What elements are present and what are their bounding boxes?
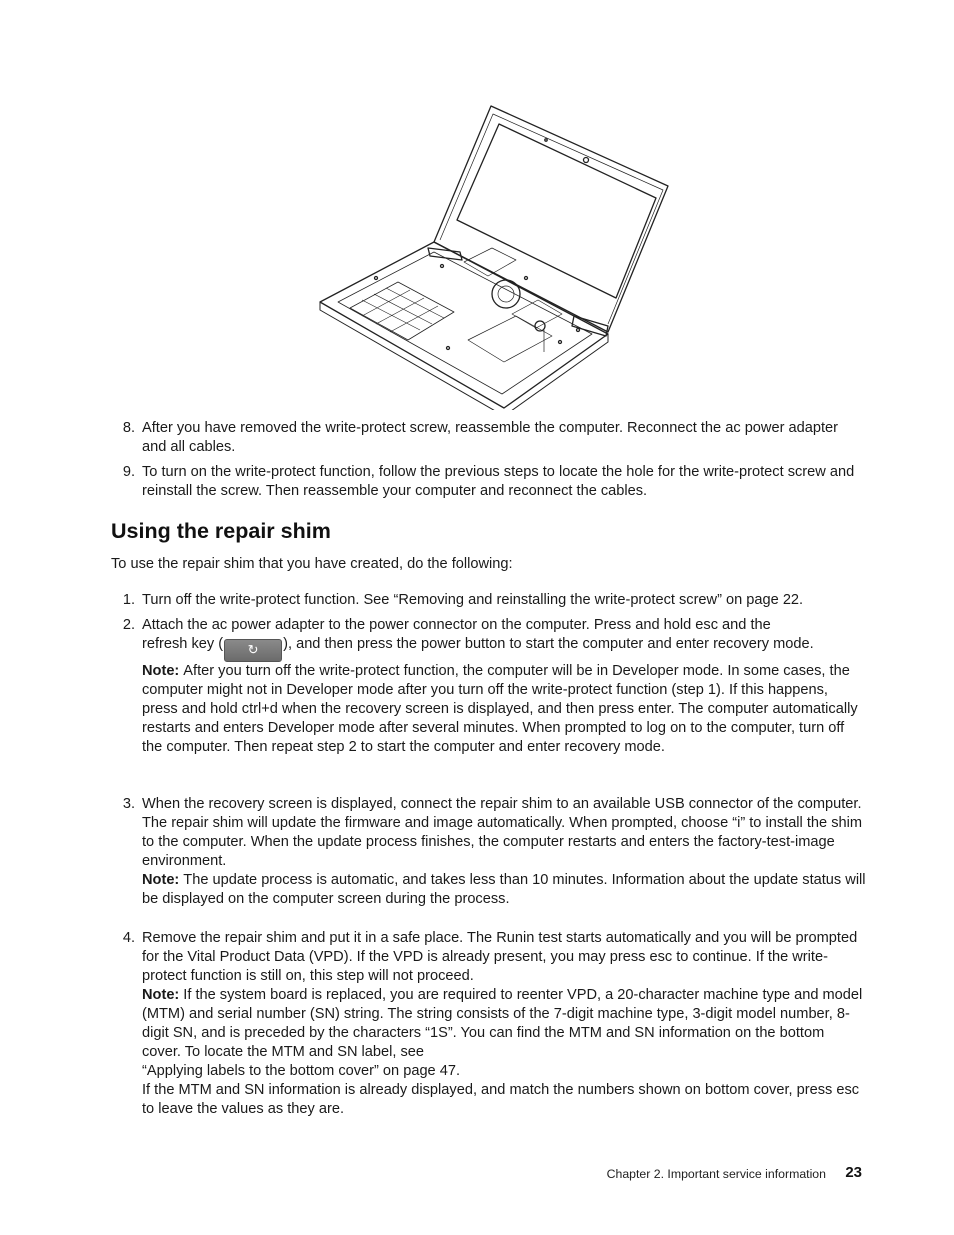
section-intro: To use the repair shim that you have created, do the following: <box>111 556 513 572</box>
page-number: 23 <box>845 1164 862 1181</box>
step-3 <box>111 795 866 909</box>
note-reference: “Applying labels to the bottom cover” on page 47. <box>142 1063 461 1079</box>
refresh-key-icon: ↻ <box>224 639 282 662</box>
step-number: 1. <box>122 592 135 608</box>
note <box>142 662 866 757</box>
note-extra: If the MTM and SN information is already displayed, and match the numbers shown on bottom cover, press esc to leave the values as they are. <box>142 1082 860 1117</box>
laptop-base-drawing <box>316 102 678 410</box>
note-label: Note: <box>142 987 180 1003</box>
note <box>142 986 866 1062</box>
step-2 <box>111 616 866 757</box>
step-text-before-key: refresh key ( <box>142 636 224 652</box>
step-text-line1: Attach the ac power adapter to the power connector on the computer. Press and hold esc and the <box>142 617 771 633</box>
note-text: The update process is automatic, and takes less than 10 minutes. Information about the update status will be displayed on the computer screen during the process. <box>142 872 866 907</box>
note-label: Note: <box>142 663 180 679</box>
step-text-after-key: ), and then press the power button to start the computer and enter recovery mode. <box>283 636 814 652</box>
chapter-title: Chapter 2. Important service information <box>606 1167 826 1181</box>
step-number: 4. <box>122 930 135 946</box>
step-9 <box>111 463 866 501</box>
note-text: If the system board is replaced, you are required to reenter VPD, a 20-character machine type and model (MTM) and serial number (SN) string. The string consists of the 7-digit machine type, 3-digit model number, 8-digit SN, and is preceded by the characters “1S”. You can find the MTM and SN information on the bottom cover. To locate the MTM and SN label, see <box>142 987 863 1060</box>
step-number: 9. <box>122 464 135 480</box>
step-number: 2. <box>122 617 135 633</box>
section-heading: Using the repair shim <box>111 519 331 543</box>
step-number: 3. <box>122 796 135 812</box>
laptop-illustration <box>316 102 678 410</box>
step-text: Turn off the write-protect function. See “Removing and reinstalling the write-protect screw” on page 22. <box>142 592 804 608</box>
step-text: To turn on the write-protect function, follow the previous steps to locate the hole for the write-protect screw and reinstall the screw. Then reassemble your computer and reconnect the cables. <box>142 464 855 499</box>
note <box>142 871 866 909</box>
step-text: After you have removed the write-protect screw, reassemble the computer. Reconnect the ac power adapter and all cables. <box>142 420 838 455</box>
note-text: After you turn off the write-protect function, the computer will be in Developer mode. In some cases, the computer might not in Developer mode after you turn off the write-protect function (step 1). If this happens, press and hold ctrl+d when the recovery screen is displayed, and then press enter. The computer automatically restarts and enters Developer mode after several minutes. When prompted to log on to the computer, turn off the computer. Then repeat step 2 to start the computer and enter recovery mode. <box>142 663 858 755</box>
step-4 <box>111 929 866 1119</box>
step-text: Remove the repair shim and put it in a safe place. The Runin test starts automatically and you will be prompted for the Vital Product Data (VPD). If the VPD is already present, you may press esc to continue. If the write-protect function is still on, this step will not proceed. <box>142 930 858 984</box>
note-label: Note: <box>142 872 180 888</box>
step-text-line2 <box>142 635 866 662</box>
step-number: 8. <box>122 420 135 436</box>
page-footer <box>580 1164 862 1184</box>
step-1 <box>111 591 866 610</box>
step-8 <box>111 419 866 457</box>
step-text: When the recovery screen is displayed, connect the repair shim to an available USB connector of the computer. The repair shim will update the firmware and image automatically. When prompted, choose “i” to install the shim to the computer. When the update process finishes, the computer restarts and enters the factory-test-image environment. <box>142 796 863 869</box>
